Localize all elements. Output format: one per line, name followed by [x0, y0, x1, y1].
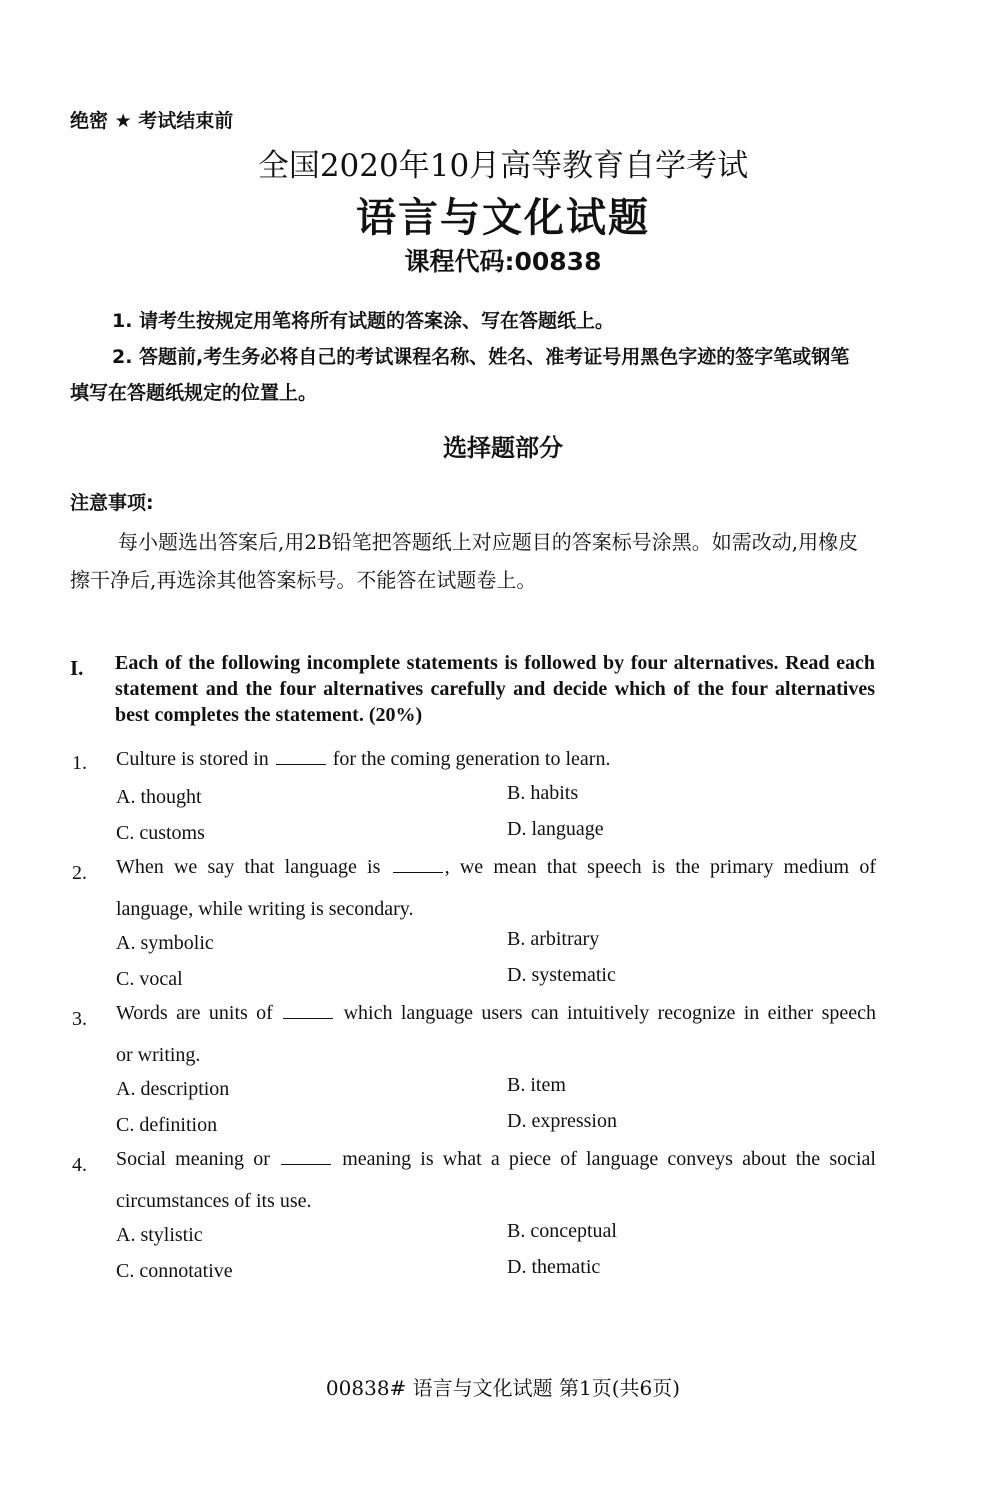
part-number: I. — [70, 656, 84, 680]
option-d: D. thematic — [507, 1256, 601, 1278]
question-stem: When we say that language is , we mean that speech is the primary medium of — [116, 856, 876, 878]
option-c: C. customs — [116, 822, 205, 844]
notes-line-2: 擦干净后,再选涂其他答案标号。不能答在试题卷上。 — [70, 568, 537, 592]
question-stem: Culture is stored in for the coming generation to learn. — [116, 748, 611, 770]
option-d: D. systematic — [507, 964, 616, 986]
question-stem: Social meaning or meaning is what a piece of language conveys about the social — [116, 1148, 876, 1170]
option-c: C. vocal — [116, 968, 183, 990]
question-number: 1. — [72, 752, 87, 774]
instruction-1: 1. 请考生按规定用笔将所有试题的答案涂、写在答题纸上。 — [112, 310, 615, 332]
option-a: A. thought — [116, 786, 202, 808]
option-b: B. conceptual — [507, 1220, 617, 1242]
confidential-label: 绝密 ★ 考试结束前 — [70, 110, 234, 132]
option-a: A. description — [116, 1078, 230, 1100]
section-heading: 选择题部分 — [443, 434, 563, 462]
question-stem: Words are units of which language users can intuitively recognize in either speech — [116, 1002, 876, 1024]
option-d: D. language — [507, 818, 604, 840]
answer-blank — [283, 1004, 333, 1019]
answer-blank — [276, 750, 326, 765]
option-c: C. definition — [116, 1114, 218, 1136]
notes-line-1: 每小题选出答案后,用2B铅笔把答题纸上对应题目的答案标号涂黑。如需改动,用橡皮 — [118, 530, 859, 554]
course-code: 课程代码:00838 — [404, 247, 602, 276]
instruction-2: 2. 答题前,考生务必将自己的考试课程名称、姓名、准考证号用黑色字迹的签字笔或钢笔 — [112, 346, 850, 368]
option-c: C. connotative — [116, 1260, 233, 1282]
option-b: B. habits — [507, 782, 579, 804]
exam-title: 全国2020年10月高等教育自学考试 — [257, 148, 749, 184]
subject-title: 语言与文化试题 — [356, 195, 650, 241]
answer-blank — [281, 1150, 331, 1165]
question-stem-continued: language, while writing is secondary. — [116, 898, 414, 920]
part-instructions: Each of the following incomplete statements is followed by four alternatives. Read each statement and the four alternatives carefully and decide which of the four alternatives best completes the statement. (20%) — [115, 652, 875, 726]
question-number: 3. — [72, 1008, 87, 1030]
question-number: 2. — [72, 862, 87, 884]
question-stem-continued: circumstances of its use. — [116, 1190, 312, 1212]
page-footer: 00838# 语言与文化试题 第1页(共6页) — [325, 1376, 681, 1400]
option-b: B. item — [507, 1074, 566, 1096]
answer-blank — [393, 858, 443, 873]
question-stem-continued: or writing. — [116, 1044, 201, 1066]
option-d: D. expression — [507, 1110, 617, 1132]
option-b: B. arbitrary — [507, 928, 600, 950]
notes-label: 注意事项: — [70, 492, 154, 514]
option-a: A. stylistic — [116, 1224, 203, 1246]
option-a: A. symbolic — [116, 932, 214, 954]
question-number: 4. — [72, 1154, 87, 1176]
instruction-2-continued: 填写在答题纸规定的位置上。 — [70, 382, 318, 404]
